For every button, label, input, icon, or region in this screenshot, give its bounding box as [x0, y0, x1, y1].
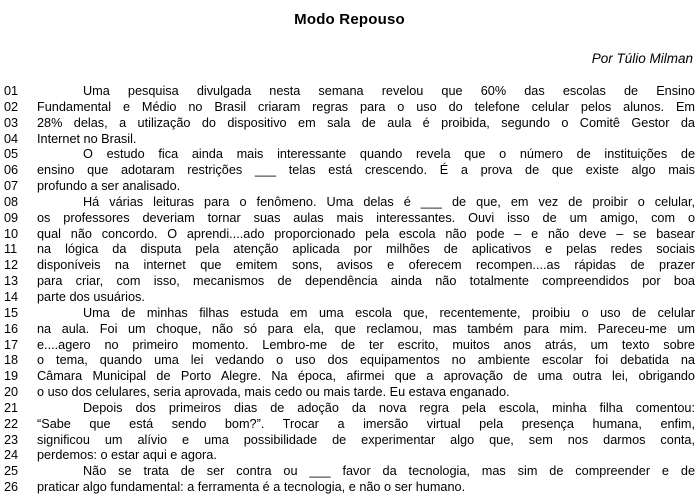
text-line [4, 242, 695, 258]
line-number: 04 [4, 131, 19, 146]
paragraph-indent [37, 316, 83, 317]
line-text: os professores deveriam tornar suas aulas mais interessantes. Ouvi isso de um amigo, com o [37, 210, 695, 225]
text-body [4, 84, 695, 496]
text-line [4, 417, 695, 433]
line-text: ensino que adotaram restrições ___ telas está crescendo. É a prova de que existe algo mais [37, 163, 695, 178]
paragraph-indent [37, 94, 83, 95]
line-text: parte dos usuários. [37, 289, 145, 304]
line-number: 20 [4, 385, 19, 400]
line-text: o uso dos celulares, seria aprovada, mais cedo ou mais tarde. Eu estava enganado. [37, 385, 510, 400]
text-line [4, 322, 695, 338]
line-number: 09 [4, 210, 19, 225]
line-text: significou um alívio e uma possibilidade de experimentar algo que, sem nos darmos conta, [37, 432, 695, 447]
line-number: 01 [4, 84, 19, 98]
line-number: 26 [4, 480, 19, 495]
text-line [4, 433, 695, 449]
line-text: profundo a ser analisado. [37, 179, 181, 194]
line-text: na lógica da disputa pela atenção aplicada por milhões de aplicativos e pelas redes sociais [37, 242, 695, 257]
line-number: 24 [4, 448, 19, 463]
document-title: Modo Repouso [294, 11, 405, 28]
text-line [4, 480, 695, 496]
text-line [4, 464, 695, 480]
line-text: Não se trata de ser contra ou ___ favor da tecnologia, mas sim de compreender e de [37, 464, 695, 480]
line-text: Uma pesquisa divulgada nesta semana revelou que 60% das escolas de Ensino [37, 84, 695, 100]
line-text: qual não concordo. O aprendi....ado proporcionado pela escola não pode – e não deve – se basear [37, 226, 695, 241]
line-number: 21 [4, 400, 19, 415]
line-number: 07 [4, 179, 19, 194]
line-number: 23 [4, 432, 19, 447]
paragraph-indent [37, 474, 83, 475]
line-number: 19 [4, 369, 19, 384]
line-text: para criar, com isso, mecanismos de dependência ainda não totalmente compreendidos por boa [37, 274, 695, 289]
text-line [4, 132, 695, 148]
line-number: 02 [4, 99, 19, 114]
text-line [4, 100, 695, 116]
line-text: e....agero no primeiro momento. Lembro-me de ter escrito, muitos anos atrás, um texto sobre [37, 337, 695, 352]
line-text: Há várias leituras para o fenômeno. Uma delas é ___ de que, em vez de proibir o celular, [37, 195, 695, 211]
line-text: Depois dos primeiros dias de adoção da nova regra pela escola, minha filha comentou: [37, 401, 695, 417]
line-text: o tema, quando uma lei vedando o uso dos equipamentos no ambiente escolar foi debatida na [37, 353, 695, 368]
text-line [4, 274, 695, 290]
text-line [4, 179, 695, 195]
text-line [4, 353, 695, 369]
line-number: 25 [4, 464, 19, 479]
line-text: Fundamental e Médio no Brasil criaram regras para o uso do telefone celular pelos alunos. Em [37, 99, 695, 114]
line-number: 05 [4, 147, 19, 162]
paragraph-indent [37, 157, 83, 158]
text-line [4, 163, 695, 179]
paragraph-indent [37, 205, 83, 206]
text-line [4, 448, 695, 464]
line-number: 14 [4, 289, 19, 304]
line-number: 15 [4, 305, 19, 320]
line-number: 03 [4, 115, 19, 130]
text-line [4, 211, 695, 227]
line-text: 28% delas, a utilização do dispositivo em sala de aula é proibida, segundo o Comitê Gestor da [37, 115, 695, 130]
line-number: 10 [4, 226, 19, 241]
text-line [4, 195, 695, 211]
text-line [4, 401, 695, 417]
line-number: 11 [4, 242, 18, 257]
text-line [4, 147, 695, 163]
text-line [4, 369, 695, 385]
line-text: Uma de minhas filhas estuda em uma escola que, recentemente, proibiu o uso de celular [37, 306, 695, 322]
line-number: 18 [4, 353, 19, 368]
text-line [4, 258, 695, 274]
line-number: 22 [4, 416, 19, 431]
line-number: 16 [4, 321, 19, 336]
line-number: 08 [4, 194, 19, 209]
text-line [4, 84, 695, 100]
line-text: na aula. Foi um choque, não só para ela, que reclamou, mas também para mim. Pareceu-me um [37, 321, 695, 336]
paragraph-indent [37, 411, 83, 412]
line-number: 13 [4, 274, 19, 289]
line-number: 06 [4, 163, 19, 178]
line-text: Internet no Brasil. [37, 131, 137, 146]
line-text: perdemos: o estar aqui e agora. [37, 448, 217, 463]
text-line [4, 306, 695, 322]
line-text: praticar algo fundamental: a ferramenta é a tecnologia, e não o ser humano. [37, 480, 466, 495]
text-line [4, 290, 695, 306]
text-line [4, 116, 695, 132]
line-text: “Sabe que está sendo bom?”. Trocar a imersão virtual pela presença humana, enfim, [37, 416, 695, 431]
line-text: disponíveis na internet que emitem sons, avisos e oferecem recompen....as rápidas de prazer [37, 258, 695, 273]
byline: Por Túlio Milman [591, 51, 693, 66]
text-line [4, 385, 695, 401]
line-text: O estudo fica ainda mais interessante quando revela que o número de instituições de [37, 147, 695, 163]
line-number: 17 [4, 337, 19, 352]
text-line [4, 338, 695, 354]
line-text: Câmara Municipal de Porto Alegre. Na época, afirmei que a aprovação de uma outra lei, obrigando [37, 369, 695, 384]
text-line [4, 227, 695, 243]
line-number: 12 [4, 258, 19, 273]
